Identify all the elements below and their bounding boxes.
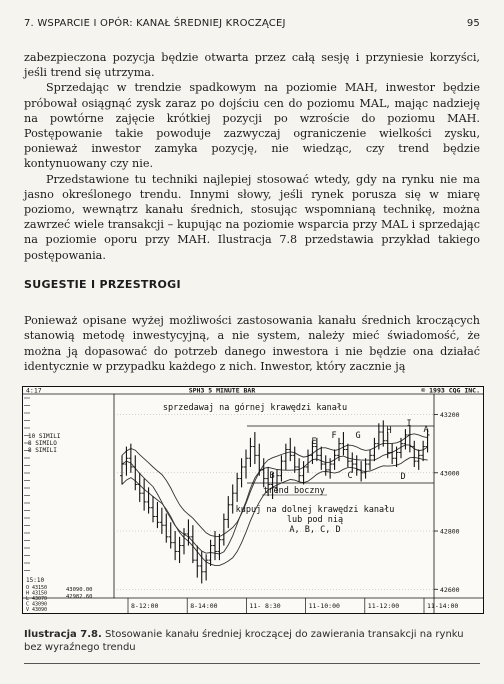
x-tick-label: 8-12:00 [131, 602, 159, 610]
annotation-buy: A, B, C, D [289, 525, 341, 535]
section-paragraph: Ponieważ opisane wyżej możliwości zastosowania kanału średnich kroczących stanowią metodę inwestycyjną, a nie system, należy mieć świadomość, że można ją dopasować do potrzeb danego inwestora i nie będzie ona działać identycznie w przypadku każdego z nich. Inwestor, który zacznie ją [24, 314, 480, 374]
paragraph-1: zabezpieczona pozycja będzie otwarta przez całą sesję i przyniesie korzyści, jeśli trend się utrzyma. [24, 51, 480, 80]
section-body [24, 313, 480, 375]
x-tick-label: 11-14:00 [427, 602, 459, 610]
readout-value: O 43150 [26, 585, 48, 591]
x-tick-label: 8-14:00 [190, 602, 218, 610]
figure-chart [22, 386, 484, 614]
caption-text: Stosowanie kanału średniej kroczącej do zawierania transakcji na rynku bez wyraźnego trendu [24, 629, 464, 653]
readout-time: 15:10 [26, 577, 45, 584]
y-tick-label: 43200 [440, 411, 460, 420]
point-label: C [347, 471, 353, 481]
readout-value: V 43090 [26, 607, 48, 613]
legend-line: 8 SIMILI [28, 447, 57, 454]
chart-frame [23, 387, 484, 614]
annotation-buy: kupuj na dolnej krawędzi kanału [235, 505, 395, 515]
point-label: I [406, 419, 412, 429]
paragraph-2: Sprzedając w trendzie spadkowym na poziomie MAH, inwestor będzie próbował osiągnąć zysk zaraz po dojściu cen do poziomu MAL, mając nadzieję na powtórne zajęcie krótkiej pozycji po wzroście do poziomu MAH. Postępowanie takie powoduje zazwyczaj ograniczenie wielkości zysku, ponieważ inwestor zamyka pozycję, nie wiedząc, czy trend będzie kontynuowany czy nie. [24, 81, 480, 171]
x-tick-label: 11-12:00 [367, 602, 400, 610]
readout-value: C 43090 [26, 601, 48, 608]
readout-extra: 42982.60 [66, 594, 93, 600]
readout-value: L 43070 [26, 596, 48, 602]
legend-line: 8 SIMILO [28, 440, 57, 447]
y-tick-label: 43000 [440, 469, 460, 478]
point-label: E [311, 437, 317, 447]
figure-caption [24, 628, 480, 654]
readout-value: H 43150 [26, 590, 48, 597]
legend-line: 10 SIMILI [28, 433, 61, 440]
point-label: F [331, 431, 337, 441]
caption-label: Ilustracja 7.8. [24, 629, 102, 640]
x-tick-label: 11-10:00 [308, 602, 340, 610]
paragraph-3: Przedstawione tu techniki najlepiej stosować wtedy, gdy na rynku nie ma jasno określonego trendu. Innymi słowy, jeśli rynek porusza się w miarę poziomo, wewnątrz kanału średnich, stosując wspomnianą technikę, można zawrzeć wiele transakcji – kupując na poziomie wsparcia przy MAL i sprzedając na poziomie oporu przy MAH. Ilustracja 7.8 przedstawia przykład takiego postępowania. [24, 172, 480, 262]
point-label: G [355, 431, 361, 441]
point-label: H [386, 426, 392, 436]
chart-copyright: © 1993 CQG INC. [421, 386, 480, 395]
body-text-top [24, 50, 480, 263]
section-heading: SUGESTIE I PRZESTROGI [24, 278, 181, 291]
annotation-trend: trend boczny [263, 486, 325, 496]
y-tick-label: 42600 [440, 585, 460, 594]
annotation-sell: sprzedawaj na górnej krawędzi kanału [162, 403, 348, 413]
point-label: A [423, 425, 429, 435]
running-head [24, 18, 480, 29]
candlestick-chart [22, 386, 484, 614]
readout-extra: 43090.00 [66, 587, 93, 593]
y-tick-label: 42800 [440, 527, 460, 536]
running-title: 7. WSPARCIE I OPÓR: KANAŁ ŚREDNIEJ KROCZĄCEJ [24, 18, 286, 29]
x-tick-label: 11- 8:30 [249, 602, 281, 610]
point-label: B [269, 471, 275, 481]
page-number: 95 [466, 18, 480, 29]
chart-symbol: SPH3 5 MINUTE BAR [188, 386, 256, 395]
annotation-buy: lub pod nią [286, 515, 344, 525]
chart-time: 4:17 [26, 386, 42, 395]
footer-rule [24, 663, 480, 664]
point-label: D [400, 472, 406, 482]
